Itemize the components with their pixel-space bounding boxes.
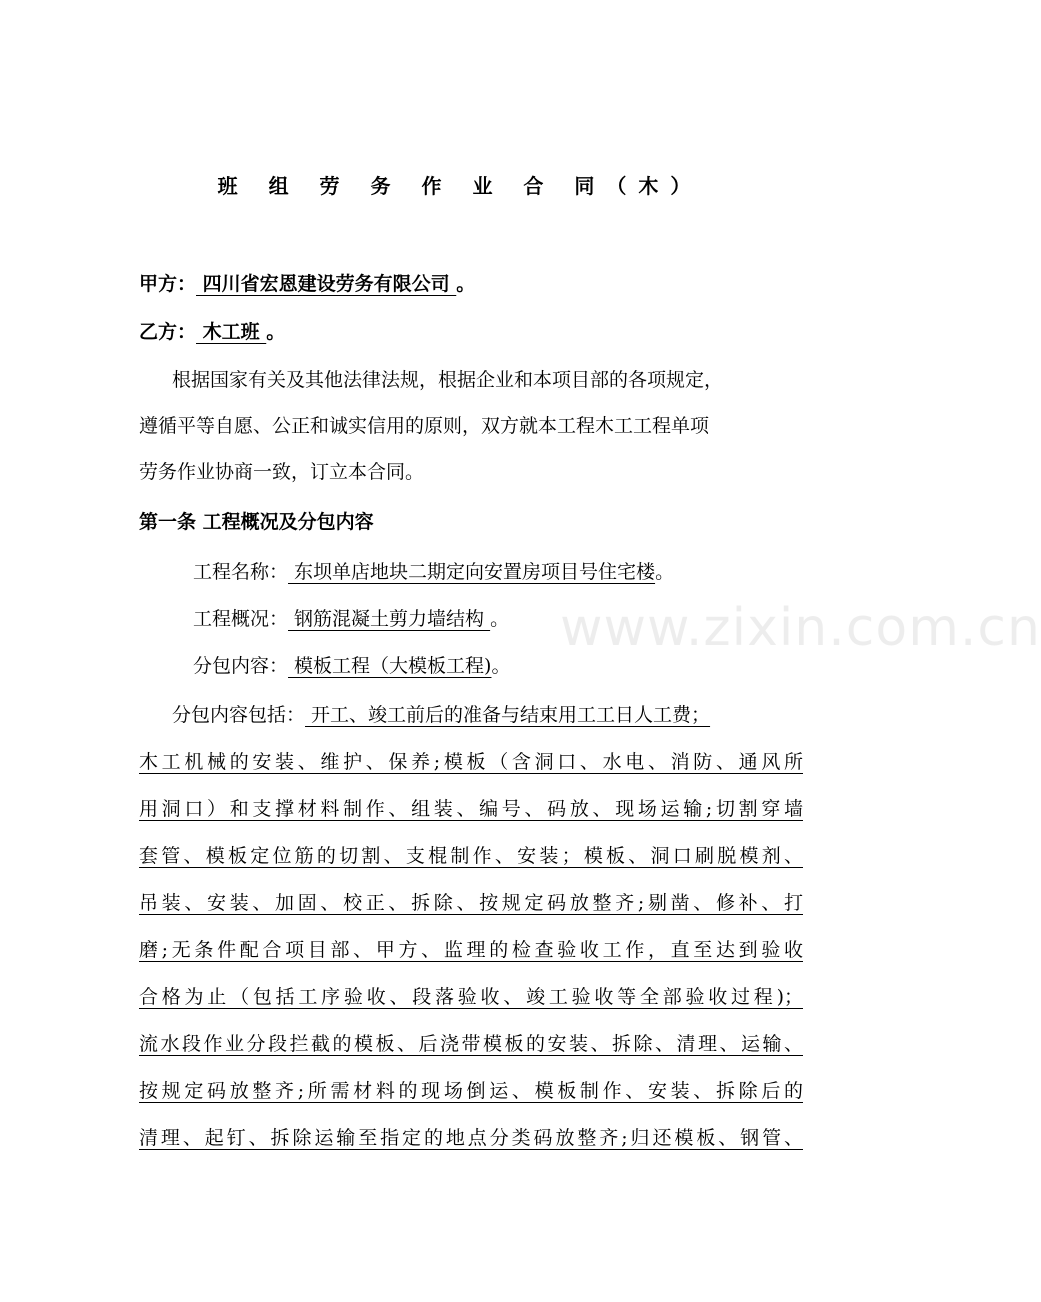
party-b-label: 乙方： [139, 321, 197, 343]
includes-line-6: 磨;无条件配合项目部、甲方、监理的检查验收工作，直至达到验收 [139, 939, 803, 961]
intro-line-1: 根据国家有关及其他法律法规，根据企业和本项目部的各项规定， [172, 369, 724, 391]
overview-line [193, 605, 509, 633]
scope-value: 模板工程（大模板工程) [288, 655, 492, 677]
includes-line-5: 吊装、安装、加固、校正、拆除、按规定码放整齐;剔凿、修补、打 [139, 892, 803, 914]
scope-label: 分包内容： [193, 655, 289, 677]
party-b-end: 。 [266, 321, 286, 343]
scope-end: 。 [491, 655, 511, 677]
party-b-line [139, 318, 285, 346]
scope-line [193, 652, 510, 680]
article-1-heading: 第一条 工程概况及分包内容 [139, 511, 374, 533]
includes-label: 分包内容包括： [172, 704, 306, 726]
party-a-line [139, 270, 475, 298]
contract-title: 班 组 劳 务 作 业 合 同（木） [217, 174, 703, 198]
includes-line-8: 流水段作业分段拦截的模板、后浇带模板的安装、拆除、清理、运输、 [139, 1033, 803, 1055]
project-name-value: 东坝单店地块二期定向安置房项目号住宅楼 [288, 561, 656, 583]
watermark: www.zixin.com.cn [560, 598, 1041, 658]
overview-value: 钢筋混凝土剪力墙结构 [288, 608, 491, 630]
party-a-label: 甲方： [139, 273, 197, 295]
party-b-value: 木工班 [196, 321, 267, 343]
intro-line-2: 遵循平等自愿、公正和诚实信用的原则，双方就本工程木工工程单项 [139, 415, 710, 437]
project-name-line [193, 558, 674, 586]
party-a-end: 。 [456, 273, 476, 295]
includes-line-9: 按规定码放整齐;所需材料的现场倒运、模板制作、安装、拆除后的 [139, 1080, 803, 1102]
intro-line-3: 劳务作业协商一致，订立本合同。 [139, 461, 425, 483]
includes-line-7: 合格为止（包括工序验收、段落验收、竣工验收等全部验收过程)； [139, 986, 803, 1008]
includes-line-4: 套管、模板定位筋的切割、支棍制作、安装；模板、洞口刷脱模剂、 [139, 845, 803, 867]
overview-end: 。 [490, 608, 510, 630]
overview-label: 工程概况： [193, 608, 289, 630]
party-a-value: 四川省宏恩建设劳务有限公司 [196, 273, 457, 295]
project-name-end: 。 [655, 561, 675, 583]
project-name-label: 工程名称： [193, 561, 289, 583]
includes-text-1: 开工、竣工前后的准备与结束用工工日人工费； [305, 704, 711, 726]
includes-line-10: 清理、起钉、拆除运输至指定的地点分类码放整齐;归还模板、钢管、 [139, 1127, 803, 1149]
includes-line-2: 木工机械的安装、维护、保养;模板（含洞口、水电、消防、通风所 [139, 751, 803, 773]
includes-line-1 [172, 701, 710, 729]
includes-line-3: 用洞口）和支撑材料制作、组装、编号、码放、现场运输;切割穿墙 [139, 798, 803, 820]
